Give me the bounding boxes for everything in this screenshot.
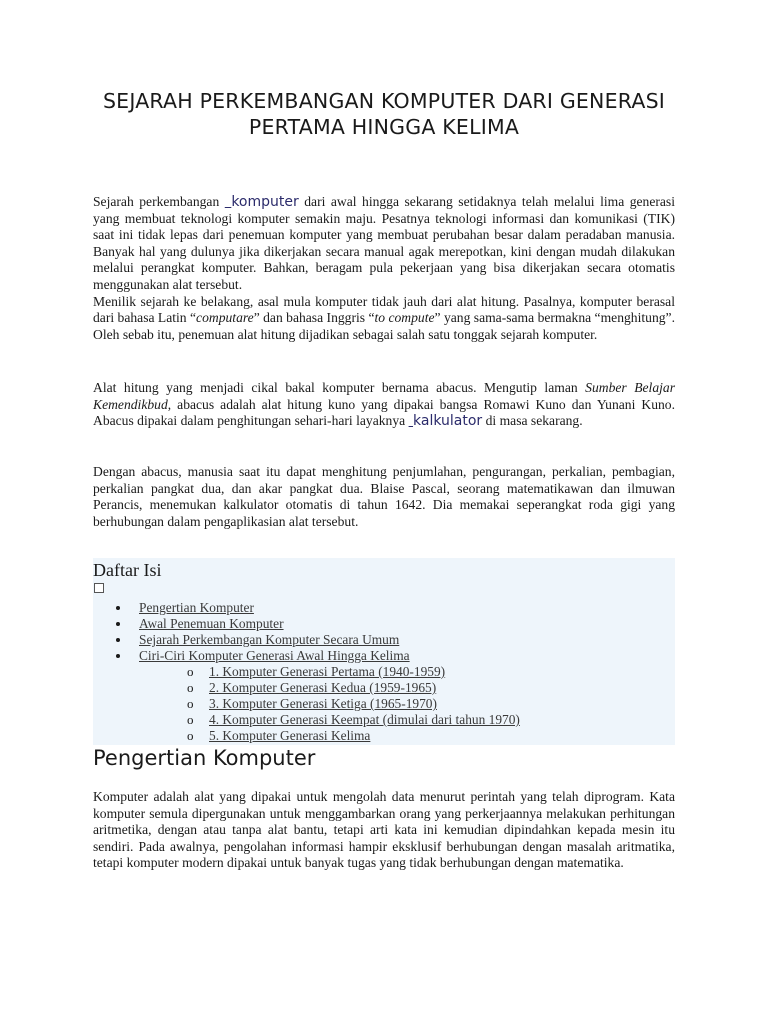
komputer-link[interactable]: komputer (231, 194, 299, 210)
toc-sublink[interactable]: 2. Komputer Generasi Kedua (1959-1965) (209, 680, 437, 695)
intro-text: ” yang sama-sama bermakna “menghitung”. Oleh sebab itu, penemuan alat hitung dijadikan sebagai salah satu tonggak sejarah komputer. (93, 310, 675, 342)
document-title: SEJARAH PERKEMBANGAN KOMPUTER DARI GENERASI PERTAMA HINGGA KELIMA (102, 89, 666, 139)
intro-italic: Sumber Belajar Kemendikbud (93, 380, 675, 412)
intro-paragraph-3: Dengan abacus, manusia saat itu dapat menghitung penjumlahan, pengurangan, perkalian, pembagian, perkalian pangkat dua, dan akar pangkat dua. Blaise Pascal, seorang matematikawan dan ilmuwan Perancis, menemukan kalkulator otomatis di tahun 1642. Dia memakai seperangkat roda gigi yang berhubungan dalam pengaplikasian alat tersebut. (93, 464, 675, 529)
intro-paragraph-1 (93, 194, 675, 343)
toc-list (93, 600, 520, 744)
toc-link[interactable]: Sejarah Perkembangan Komputer Secara Umum (139, 632, 400, 647)
intro-italic: to compute (374, 310, 435, 326)
table-of-contents (93, 558, 675, 745)
intro-text: dari awal hingga sekarang setidaknya telah melalui lima generasi yang membuat teknologi komputer semakin maju. Pesatnya teknologi informasi dan komunikasi (TIK) saat ini tidak lepas dari penemuan komputer yang membuat perubahan besar dalam peradaban manusia. Banyak hal yang dulunya jika dikerjakan secara manual agak merepotkan, kini dengan mudah dilakukan melalui perangkat komputer. Bahkan, beragam pula pekerjaan yang bisa dikerjakan secara otomatis menggunakan alat tersebut. (93, 194, 676, 292)
toc-subitem[interactable] (93, 664, 520, 680)
toc-title: Daftar Isi (93, 560, 162, 580)
toc-toggle-checkbox-icon[interactable] (94, 583, 104, 593)
toc-item[interactable] (93, 616, 520, 632)
section-paragraph: Komputer adalah alat yang dipakai untuk mengolah data menurut perintah yang telah diprogram. Kata komputer semula dipergunakan untuk menggambarkan orang yang perkerjaannya melakukan perhitungan aritmetika, dengan atau tanpa alat bantu, tetapi arti kata ini kemudian dipindahkan kepada mesin itu sendiri. Pada awalnya, pengolahan informasi hampir eksklusif berhubungan dengan masalah aritmatika, tetapi komputer modern dipakai untuk banyak tugas yang tidak berhubungan dengan matematika. (93, 789, 675, 871)
toc-sublink[interactable]: 5. Komputer Generasi Kelima (209, 728, 371, 743)
toc-subitem[interactable] (93, 680, 520, 696)
intro-text: Alat hitung yang menjadi cikal bakal komputer bernama abacus. Mengutip laman (93, 380, 578, 395)
intro-text: Menilik sejarah ke belakang, asal mula komputer tidak jauh dari alat hitung. Pasalnya, komputer berasal dari bahasa Latin “ (93, 293, 675, 326)
toc-sublink[interactable]: 4. Komputer Generasi Keempat (dimulai dari tahun 1970) (209, 712, 520, 727)
intro-italic: computare (196, 310, 254, 326)
intro-text: Sejarah perkembangan (93, 194, 220, 209)
toc-item[interactable] (93, 632, 520, 648)
toc-sublink[interactable]: 3. Komputer Generasi Ketiga (1965-1970) (209, 696, 437, 711)
toc-subitem[interactable] (93, 728, 520, 744)
toc-link[interactable]: Awal Penemuan Komputer (139, 616, 284, 631)
intro-paragraph-2 (93, 380, 675, 430)
toc-item[interactable] (93, 600, 520, 616)
toc-link[interactable]: Pengertian Komputer (139, 600, 254, 615)
kalkulator-link[interactable]: kalkulator (413, 413, 483, 430)
intro-text: , abacus adalah alat hitung kuno yang dipakai bangsa Romawi Kuno dan Yunani Kuno. Abacus dipakai dalam penghitungan sehari-hari layaknya (93, 396, 675, 429)
toc-subitem[interactable] (93, 712, 520, 728)
toc-link[interactable]: Ciri-Ciri Komputer Generasi Awal Hingga Kelima (139, 648, 410, 663)
toc-subitem[interactable] (93, 696, 520, 712)
intro-text: ” dan bahasa Inggris “ (253, 310, 375, 326)
toc-item[interactable] (93, 648, 520, 664)
section-heading: Pengertian Komputer (93, 746, 316, 770)
toc-sublink[interactable]: 1. Komputer Generasi Pertama (1940-1959) (209, 664, 446, 679)
intro-text: di masa sekarang. (485, 413, 583, 429)
